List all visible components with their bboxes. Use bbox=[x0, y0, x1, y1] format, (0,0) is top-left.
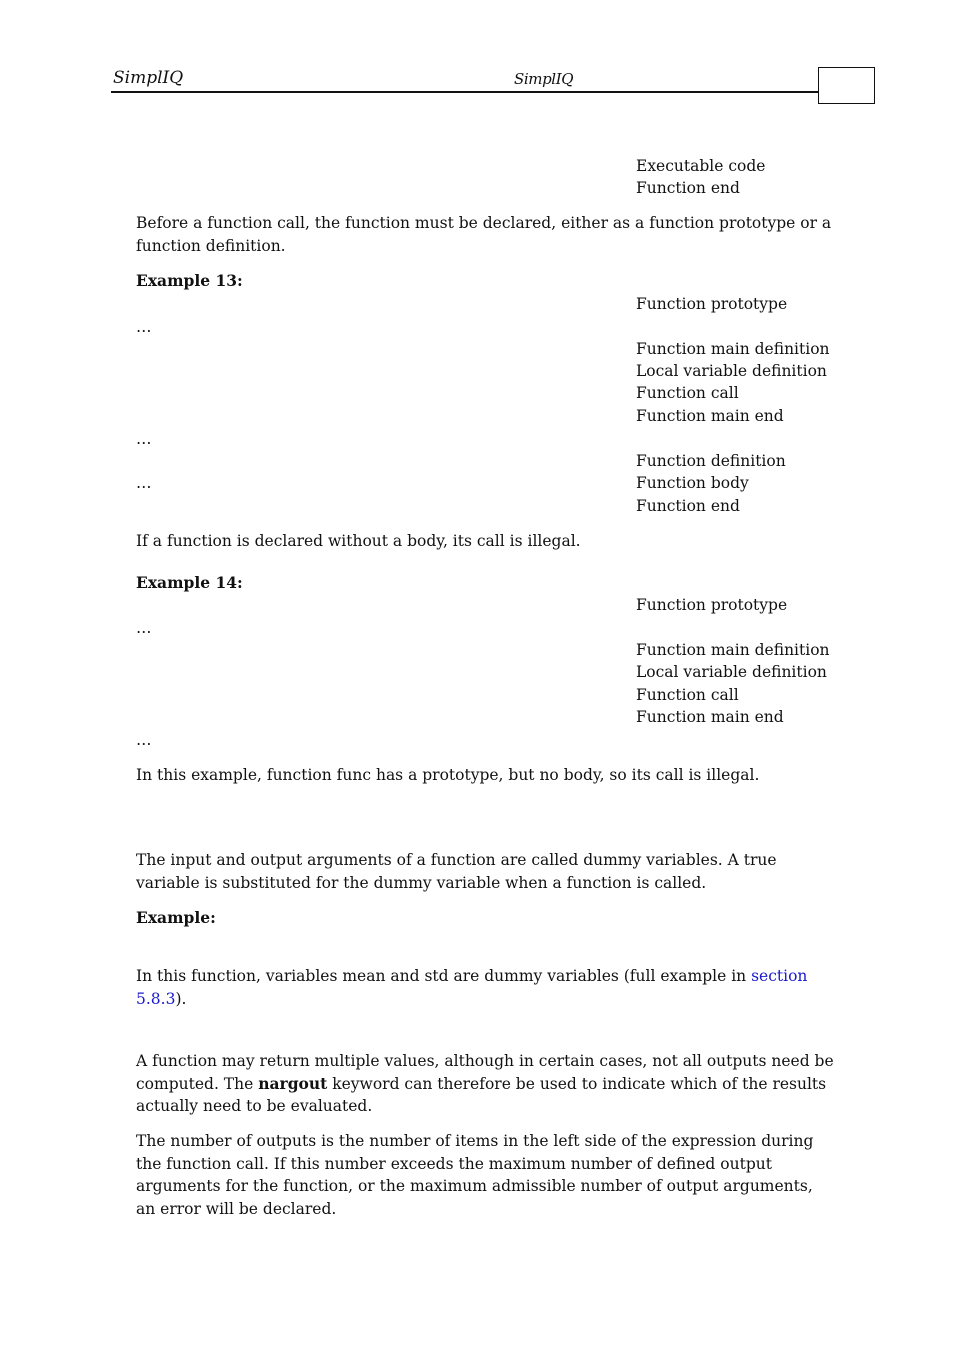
paragraph-mean-std bbox=[136, 965, 836, 1010]
ex14-annotation-function-call: Function call bbox=[636, 686, 739, 704]
ex14-ellipsis: … bbox=[136, 731, 152, 749]
example-14-title: Example 14: bbox=[136, 573, 243, 592]
ex13-annotation-local-variable: Local variable definition bbox=[636, 362, 827, 380]
ex14-annotation-main-end: Function main end bbox=[636, 708, 784, 726]
ex13-ellipsis: … bbox=[136, 474, 152, 492]
ex13-ellipsis: … bbox=[136, 430, 152, 448]
annotation-function-end: Function end bbox=[636, 179, 740, 197]
ex13-annotation-main-end: Function main end bbox=[636, 407, 784, 425]
nargout-keyword: nargout bbox=[258, 1073, 328, 1093]
ex13-annotation-function-end: Function end bbox=[636, 497, 740, 515]
paragraph-declare: Before a function call, the function must be declared, either as a function prototype or a function definition. bbox=[136, 214, 832, 255]
paragraph-no-body: In this example, function func has a prototype, but no body, so its call is illegal. bbox=[136, 766, 760, 784]
ex13-annotation-function-definition: Function definition bbox=[636, 452, 786, 470]
header-center-title: SimplIQ bbox=[514, 70, 574, 88]
mean-std-text-end: ). bbox=[175, 989, 187, 1008]
page-number-box bbox=[818, 67, 875, 104]
nargout-text: A function may return multiple values, although in certain cases, not all outputs need be computed. The bbox=[136, 1052, 834, 1093]
example-title: Example: bbox=[136, 908, 216, 927]
ex14-annotation-local-variable: Local variable definition bbox=[636, 663, 827, 681]
nargout-text-end: keyword can therefore be used to indicate which of the results actually need to be evaluated. bbox=[136, 1074, 827, 1115]
section-link[interactable]: section 5.8.3 bbox=[136, 967, 808, 1008]
annotation-executable-code: Executable code bbox=[636, 157, 766, 175]
header-left-title: SimplIQ bbox=[113, 68, 184, 88]
paragraph-dummy-variables: The input and output arguments of a function are called dummy variables. A true variable is substituted for the dummy variable when a function is called. bbox=[136, 851, 777, 892]
ex13-annotation-prototype: Function prototype bbox=[636, 295, 788, 313]
paragraph-number-of-outputs: The number of outputs is the number of items in the left side of the expression during the function call. If this number exceeds the maximum number of defined output arguments for the function, or the maximum admissible number of output arguments, an error will be declared. bbox=[136, 1132, 814, 1218]
ex13-annotation-main-definition: Function main definition bbox=[636, 340, 830, 358]
ex14-annotation-prototype: Function prototype bbox=[636, 596, 788, 614]
ex13-ellipsis: … bbox=[136, 318, 152, 336]
ex13-annotation-function-call: Function call bbox=[636, 384, 739, 402]
ex14-annotation-main-definition: Function main definition bbox=[636, 641, 830, 659]
example-13-title: Example 13: bbox=[136, 271, 243, 290]
paragraph-illegal: If a function is declared without a body, its call is illegal. bbox=[136, 532, 581, 550]
ex14-ellipsis: … bbox=[136, 619, 152, 637]
paragraph-nargout bbox=[136, 1050, 836, 1118]
mean-std-text: In this function, variables mean and std are dummy variables (full example in bbox=[136, 967, 752, 985]
header-rule bbox=[111, 91, 819, 93]
ex13-annotation-function-body: Function body bbox=[636, 474, 749, 492]
